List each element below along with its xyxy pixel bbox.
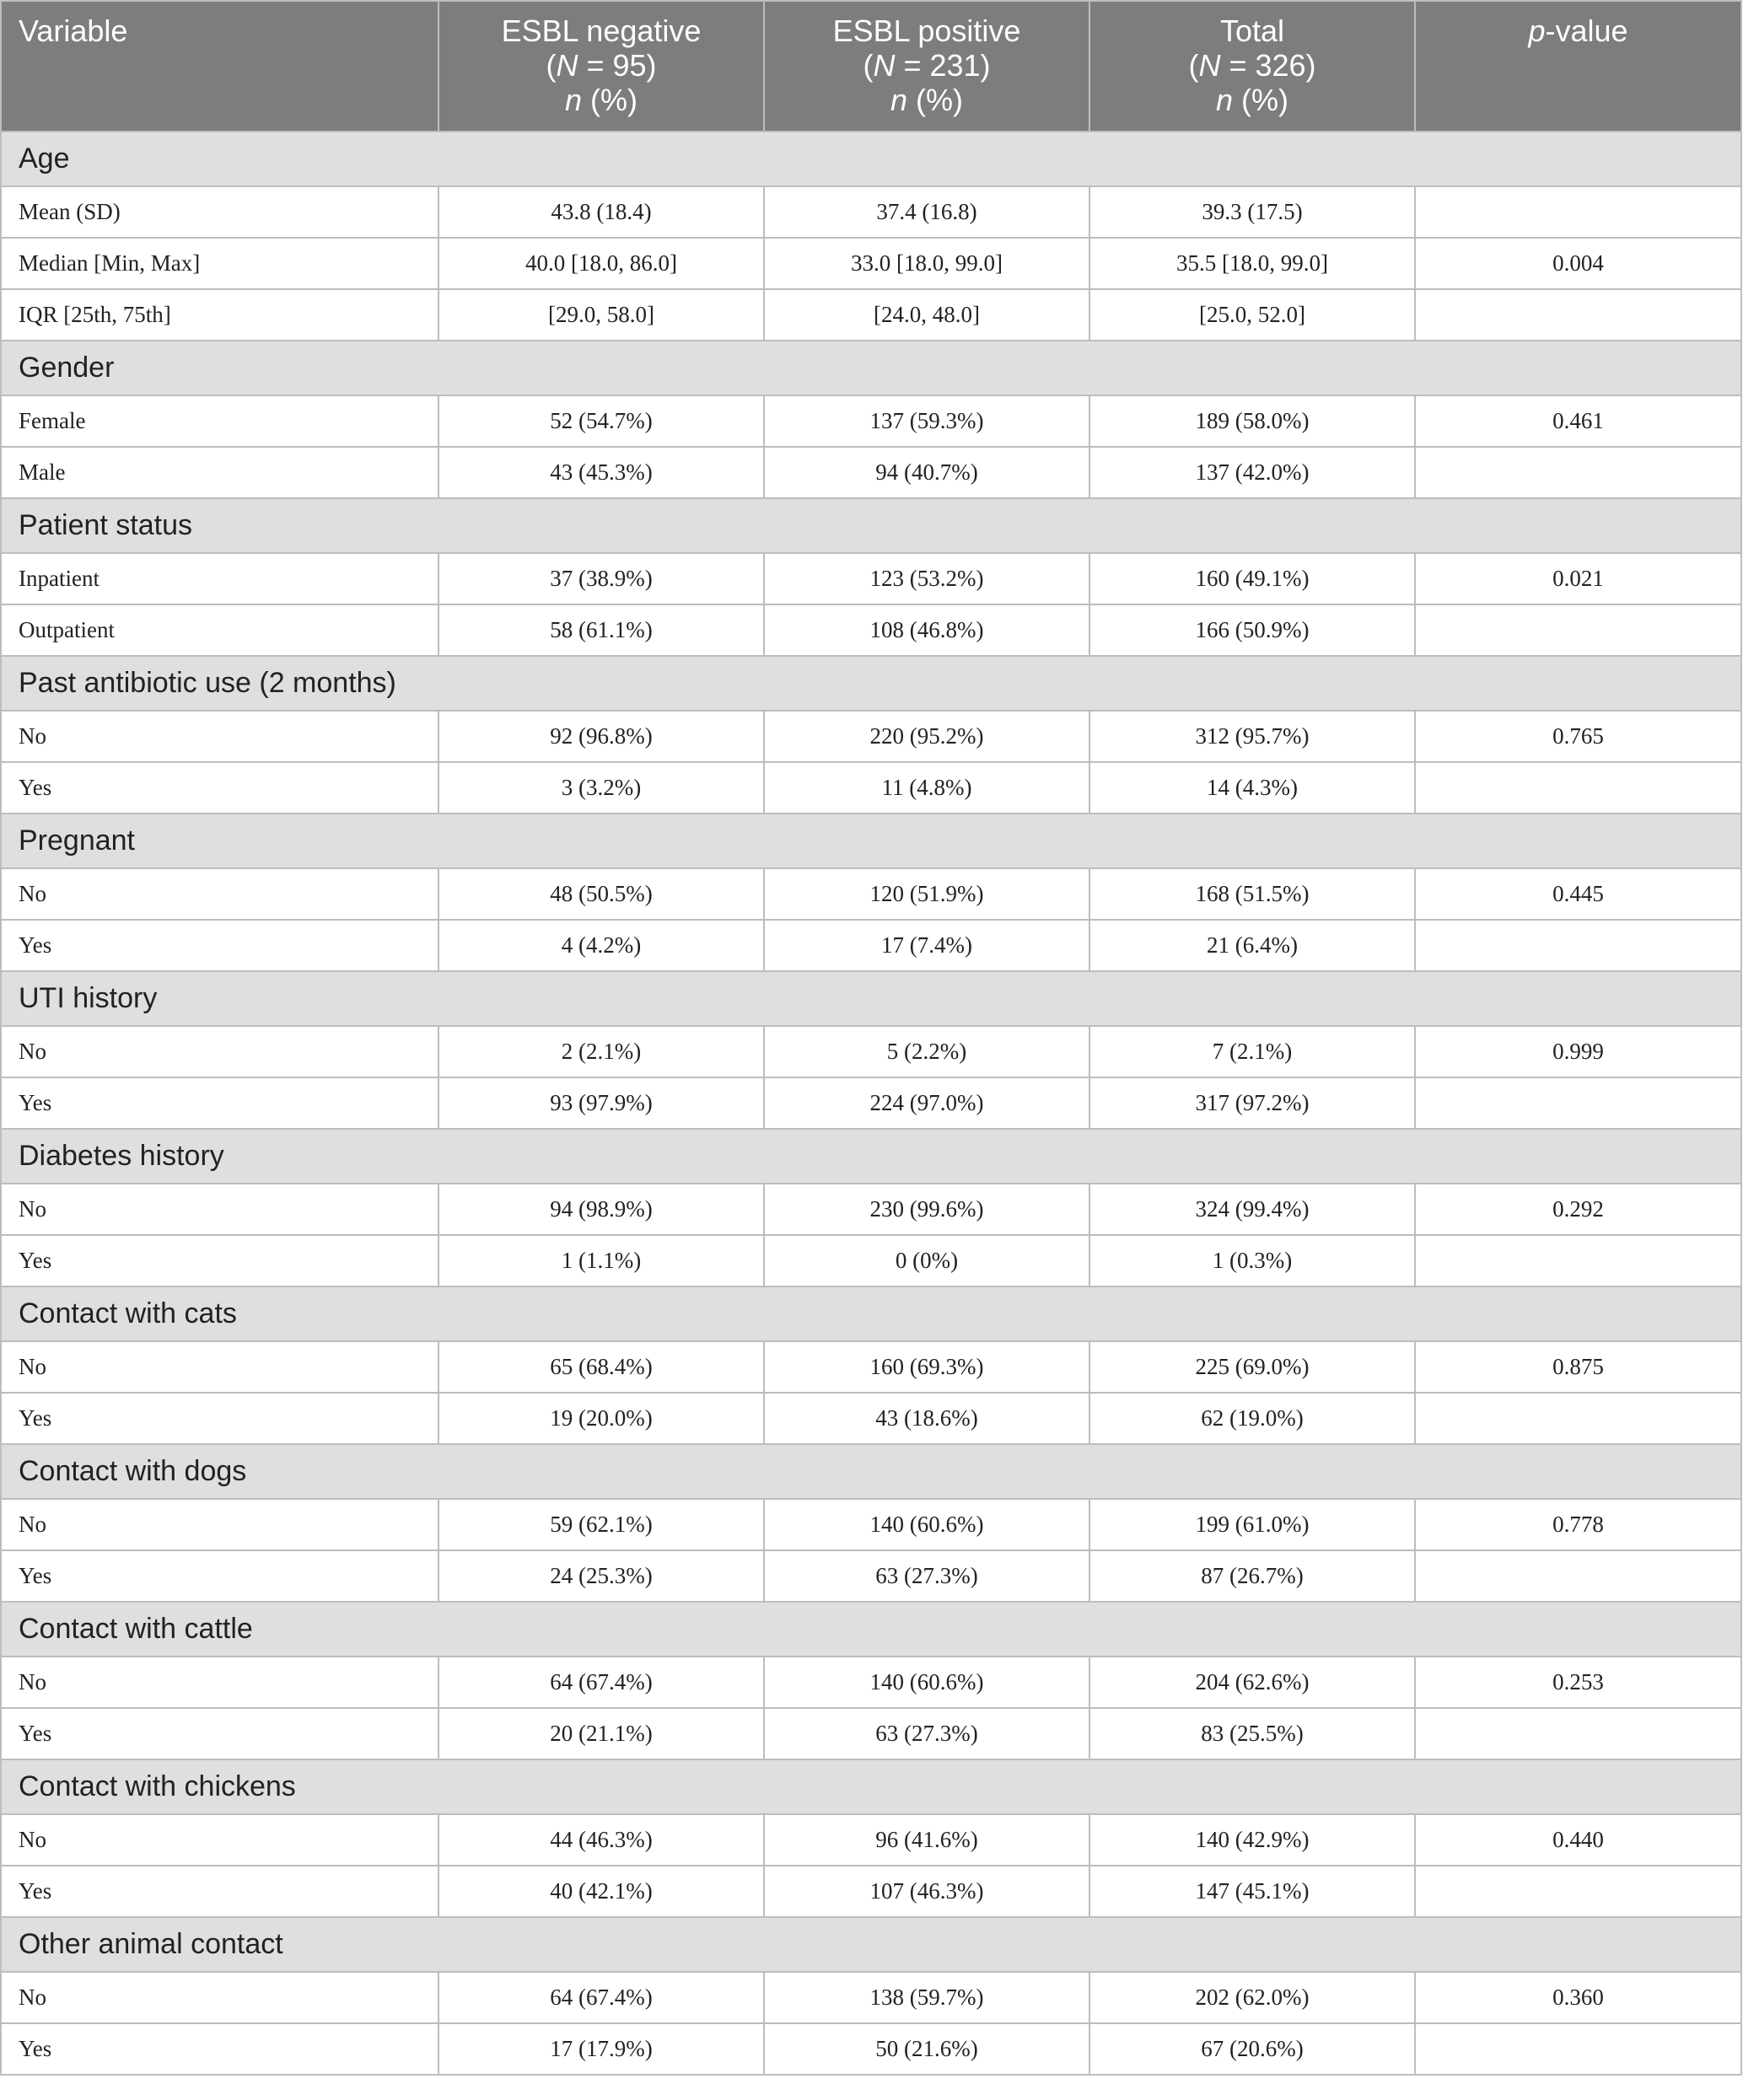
cell-label: No (1, 1657, 438, 1708)
cell-esbl-negative: 2 (2.1%) (438, 1026, 764, 1077)
cell-label: Median [Min, Max] (1, 238, 438, 289)
header-p-value-italic: p (1528, 13, 1546, 48)
cell-total: 324 (99.4%) (1089, 1184, 1415, 1235)
table-row (1, 1708, 1741, 1759)
cell-label: Yes (1, 1393, 438, 1444)
header-esbl-positive-n-label: N (873, 48, 896, 83)
cell-esbl-negative: 64 (67.4%) (438, 1972, 764, 2023)
cell-p-value: 0.360 (1415, 1972, 1741, 2023)
cell-esbl-positive: 123 (53.2%) (764, 553, 1089, 604)
cell-p-value: 0.765 (1415, 711, 1741, 762)
cell-p-value (1415, 1550, 1741, 1602)
group-header-row (1, 498, 1741, 553)
group-header-row (1, 1286, 1741, 1341)
table-row (1, 1184, 1741, 1235)
header-esbl-negative-sub-italic: n (564, 83, 583, 117)
cell-esbl-negative: 43 (45.3%) (438, 447, 764, 498)
cell-p-value (1415, 186, 1741, 238)
cell-total: 199 (61.0%) (1089, 1499, 1415, 1550)
cell-label: Yes (1, 1708, 438, 1759)
cell-esbl-positive: 138 (59.7%) (764, 1972, 1089, 2023)
cell-esbl-positive: 120 (51.9%) (764, 868, 1089, 920)
header-total-units (1104, 83, 1401, 117)
cell-p-value (1415, 1708, 1741, 1759)
header-total-title: Total (1219, 13, 1285, 48)
cell-label: No (1, 711, 438, 762)
cell-esbl-positive: 230 (99.6%) (764, 1184, 1089, 1235)
cell-esbl-positive: 160 (69.3%) (764, 1341, 1089, 1393)
table-header (1, 1, 1741, 132)
cell-esbl-positive: 5 (2.2%) (764, 1026, 1089, 1077)
group-header-row (1, 814, 1741, 868)
cell-p-value (1415, 920, 1741, 971)
cell-esbl-positive: 17 (7.4%) (764, 920, 1089, 971)
header-esbl-negative-n-value: = 95 (578, 48, 647, 83)
cell-label: No (1, 868, 438, 920)
cell-total: 312 (95.7%) (1089, 711, 1415, 762)
cell-esbl-negative: 40.0 [18.0, 86.0] (438, 238, 764, 289)
cell-label: No (1, 1184, 438, 1235)
cell-esbl-negative: 93 (97.9%) (438, 1077, 764, 1129)
table-row (1, 604, 1741, 656)
table-row (1, 1657, 1741, 1708)
cell-esbl-positive: 63 (27.3%) (764, 1708, 1089, 1759)
table-row (1, 238, 1741, 289)
table-row (1, 1393, 1741, 1444)
cell-label: Yes (1, 2023, 438, 2075)
cell-esbl-positive: 11 (4.8%) (764, 762, 1089, 814)
header-esbl-negative-count: (N = 95) (546, 48, 657, 83)
group-title: Patient status (1, 498, 1741, 553)
cell-label: No (1, 1026, 438, 1077)
cell-esbl-positive: 37.4 (16.8) (764, 186, 1089, 238)
group-title: Contact with cats (1, 1286, 1741, 1341)
group-header-row (1, 656, 1741, 711)
cell-total: 35.5 [18.0, 99.0] (1089, 238, 1415, 289)
header-p-value-rest: -value (1545, 13, 1628, 48)
cell-total: 67 (20.6%) (1089, 2023, 1415, 2075)
cell-total: 14 (4.3%) (1089, 762, 1415, 814)
cell-p-value (1415, 1866, 1741, 1917)
group-header-row (1, 971, 1741, 1026)
table-row (1, 1550, 1741, 1602)
group-title: Other animal contact (1, 1917, 1741, 1972)
header-esbl-positive-sub-rest: (%) (907, 83, 964, 117)
header-esbl-negative-title: ESBL negative (501, 13, 702, 48)
cell-esbl-negative: 59 (62.1%) (438, 1499, 764, 1550)
cell-p-value: 0.292 (1415, 1184, 1741, 1235)
header-esbl-positive-n-value: = 231 (895, 48, 981, 83)
cell-total: 83 (25.5%) (1089, 1708, 1415, 1759)
cell-total: 140 (42.9%) (1089, 1814, 1415, 1866)
header-esbl-negative-sub-rest: (%) (582, 83, 638, 117)
table-row (1, 186, 1741, 238)
cell-label: Outpatient (1, 604, 438, 656)
cell-esbl-negative: 37 (38.9%) (438, 553, 764, 604)
cell-esbl-negative: 94 (98.9%) (438, 1184, 764, 1235)
group-title: Past antibiotic use (2 months) (1, 656, 1741, 711)
header-variable-label: Variable (19, 13, 128, 48)
cell-total: 21 (6.4%) (1089, 920, 1415, 971)
cell-total: 225 (69.0%) (1089, 1341, 1415, 1393)
group-header-row (1, 1917, 1741, 1972)
cell-label: Yes (1, 1235, 438, 1286)
cell-esbl-negative: 65 (68.4%) (438, 1341, 764, 1393)
cell-esbl-negative: 48 (50.5%) (438, 868, 764, 920)
table-row (1, 289, 1741, 341)
cell-p-value (1415, 289, 1741, 341)
group-title: Contact with chickens (1, 1759, 1741, 1814)
cell-esbl-negative: 24 (25.3%) (438, 1550, 764, 1602)
cell-esbl-negative: 20 (21.1%) (438, 1708, 764, 1759)
group-header-row (1, 1602, 1741, 1657)
table-row (1, 2023, 1741, 2075)
cell-esbl-positive: 94 (40.7%) (764, 447, 1089, 498)
group-title: Pregnant (1, 814, 1741, 868)
header-esbl-positive (764, 1, 1089, 132)
cell-label: IQR [25th, 75th] (1, 289, 438, 341)
cell-total: 7 (2.1%) (1089, 1026, 1415, 1077)
group-title: UTI history (1, 971, 1741, 1026)
cell-esbl-positive: 107 (46.3%) (764, 1866, 1089, 1917)
cell-label: Yes (1, 920, 438, 971)
group-title: Gender (1, 341, 1741, 395)
table-row (1, 395, 1741, 447)
cell-label: Mean (SD) (1, 186, 438, 238)
group-header-row (1, 1129, 1741, 1184)
cell-total: 147 (45.1%) (1089, 1866, 1415, 1917)
header-total (1089, 1, 1415, 132)
cell-esbl-positive: 224 (97.0%) (764, 1077, 1089, 1129)
cell-esbl-positive: 140 (60.6%) (764, 1499, 1089, 1550)
table-row (1, 1499, 1741, 1550)
table-row (1, 553, 1741, 604)
cell-p-value (1415, 1235, 1741, 1286)
header-variable (1, 1, 438, 132)
table-row (1, 447, 1741, 498)
cell-esbl-negative: 92 (96.8%) (438, 711, 764, 762)
cell-label: No (1, 1499, 438, 1550)
group-title: Contact with cattle (1, 1602, 1741, 1657)
header-p-value (1415, 1, 1741, 132)
header-p-value-label (1429, 13, 1727, 48)
cell-esbl-positive: 0 (0%) (764, 1235, 1089, 1286)
cell-p-value: 0.004 (1415, 238, 1741, 289)
header-esbl-negative (438, 1, 764, 132)
cell-p-value (1415, 447, 1741, 498)
cell-total: 62 (19.0%) (1089, 1393, 1415, 1444)
cell-label: Female (1, 395, 438, 447)
cell-esbl-negative: 40 (42.1%) (438, 1866, 764, 1917)
cell-esbl-negative: 1 (1.1%) (438, 1235, 764, 1286)
cell-esbl-negative: [29.0, 58.0] (438, 289, 764, 341)
group-title: Age (1, 132, 1741, 186)
cell-p-value (1415, 1077, 1741, 1129)
cell-esbl-negative: 17 (17.9%) (438, 2023, 764, 2075)
cell-p-value: 0.021 (1415, 553, 1741, 604)
header-esbl-negative-n-label: N (556, 48, 578, 83)
cell-total: 87 (26.7%) (1089, 1550, 1415, 1602)
group-header-row (1, 1444, 1741, 1499)
cell-esbl-positive: 220 (95.2%) (764, 711, 1089, 762)
cell-total: 204 (62.6%) (1089, 1657, 1415, 1708)
cell-label: Inpatient (1, 553, 438, 604)
header-total-sub-italic: n (1215, 83, 1234, 117)
cell-esbl-negative: 4 (4.2%) (438, 920, 764, 971)
group-header-row (1, 1759, 1741, 1814)
cell-esbl-negative: 19 (20.0%) (438, 1393, 764, 1444)
cell-label: No (1, 1341, 438, 1393)
table-row (1, 1235, 1741, 1286)
cell-label: No (1, 1972, 438, 2023)
cell-label: Yes (1, 1550, 438, 1602)
cell-esbl-positive: 96 (41.6%) (764, 1814, 1089, 1866)
cell-total: 189 (58.0%) (1089, 395, 1415, 447)
table-row (1, 920, 1741, 971)
cell-esbl-positive: 140 (60.6%) (764, 1657, 1089, 1708)
cell-esbl-positive: 108 (46.8%) (764, 604, 1089, 656)
cell-p-value: 0.253 (1415, 1657, 1741, 1708)
cell-esbl-negative: 64 (67.4%) (438, 1657, 764, 1708)
header-total-n-label: N (1198, 48, 1221, 83)
table-row (1, 711, 1741, 762)
cell-total: 137 (42.0%) (1089, 447, 1415, 498)
cell-p-value: 0.440 (1415, 1814, 1741, 1866)
cell-label: Yes (1, 1077, 438, 1129)
cell-esbl-positive: 63 (27.3%) (764, 1550, 1089, 1602)
cell-label: Yes (1, 762, 438, 814)
cell-p-value: 0.445 (1415, 868, 1741, 920)
table-row (1, 1866, 1741, 1917)
cell-p-value (1415, 762, 1741, 814)
group-header-row (1, 132, 1741, 186)
table-row (1, 1026, 1741, 1077)
group-title: Contact with dogs (1, 1444, 1741, 1499)
cell-p-value: 0.999 (1415, 1026, 1741, 1077)
header-row (1, 1, 1741, 132)
table-row (1, 762, 1741, 814)
cell-total: 39.3 (17.5) (1089, 186, 1415, 238)
cell-p-value (1415, 1393, 1741, 1444)
cell-esbl-positive: 137 (59.3%) (764, 395, 1089, 447)
table-row (1, 1077, 1741, 1129)
header-esbl-negative-units (453, 83, 750, 117)
group-title: Diabetes history (1, 1129, 1741, 1184)
cell-p-value: 0.461 (1415, 395, 1741, 447)
cell-label: Male (1, 447, 438, 498)
cell-p-value (1415, 2023, 1741, 2075)
header-esbl-positive-count: (N = 231) (863, 48, 991, 83)
cell-esbl-negative: 3 (3.2%) (438, 762, 764, 814)
cell-p-value (1415, 604, 1741, 656)
cell-esbl-negative: 43.8 (18.4) (438, 186, 764, 238)
cell-total: 168 (51.5%) (1089, 868, 1415, 920)
cell-esbl-negative: 52 (54.7%) (438, 395, 764, 447)
cell-total: 160 (49.1%) (1089, 553, 1415, 604)
cell-total: [25.0, 52.0] (1089, 289, 1415, 341)
cell-label: No (1, 1814, 438, 1866)
cell-p-value: 0.778 (1415, 1499, 1741, 1550)
cell-total: 1 (0.3%) (1089, 1235, 1415, 1286)
header-esbl-positive-title: ESBL positive (832, 13, 1021, 48)
header-total-n-value: = 326 (1220, 48, 1306, 83)
cell-esbl-negative: 44 (46.3%) (438, 1814, 764, 1866)
table-row (1, 1972, 1741, 2023)
header-total-sub-rest: (%) (1233, 83, 1289, 117)
table-row (1, 868, 1741, 920)
table-body (1, 132, 1741, 2075)
cell-esbl-negative: 58 (61.1%) (438, 604, 764, 656)
cell-label: Yes (1, 1866, 438, 1917)
header-total-count: (N = 326) (1188, 48, 1316, 83)
header-esbl-positive-units (778, 83, 1075, 117)
cell-p-value: 0.875 (1415, 1341, 1741, 1393)
cell-total: 166 (50.9%) (1089, 604, 1415, 656)
table-row (1, 1341, 1741, 1393)
cell-total: 317 (97.2%) (1089, 1077, 1415, 1129)
table-row (1, 1814, 1741, 1866)
cell-esbl-positive: 50 (21.6%) (764, 2023, 1089, 2075)
header-esbl-positive-sub-italic: n (890, 83, 908, 117)
cell-esbl-positive: 43 (18.6%) (764, 1393, 1089, 1444)
cell-total: 202 (62.0%) (1089, 1972, 1415, 2023)
cell-esbl-positive: [24.0, 48.0] (764, 289, 1089, 341)
group-header-row (1, 341, 1741, 395)
cell-esbl-positive: 33.0 [18.0, 99.0] (764, 238, 1089, 289)
